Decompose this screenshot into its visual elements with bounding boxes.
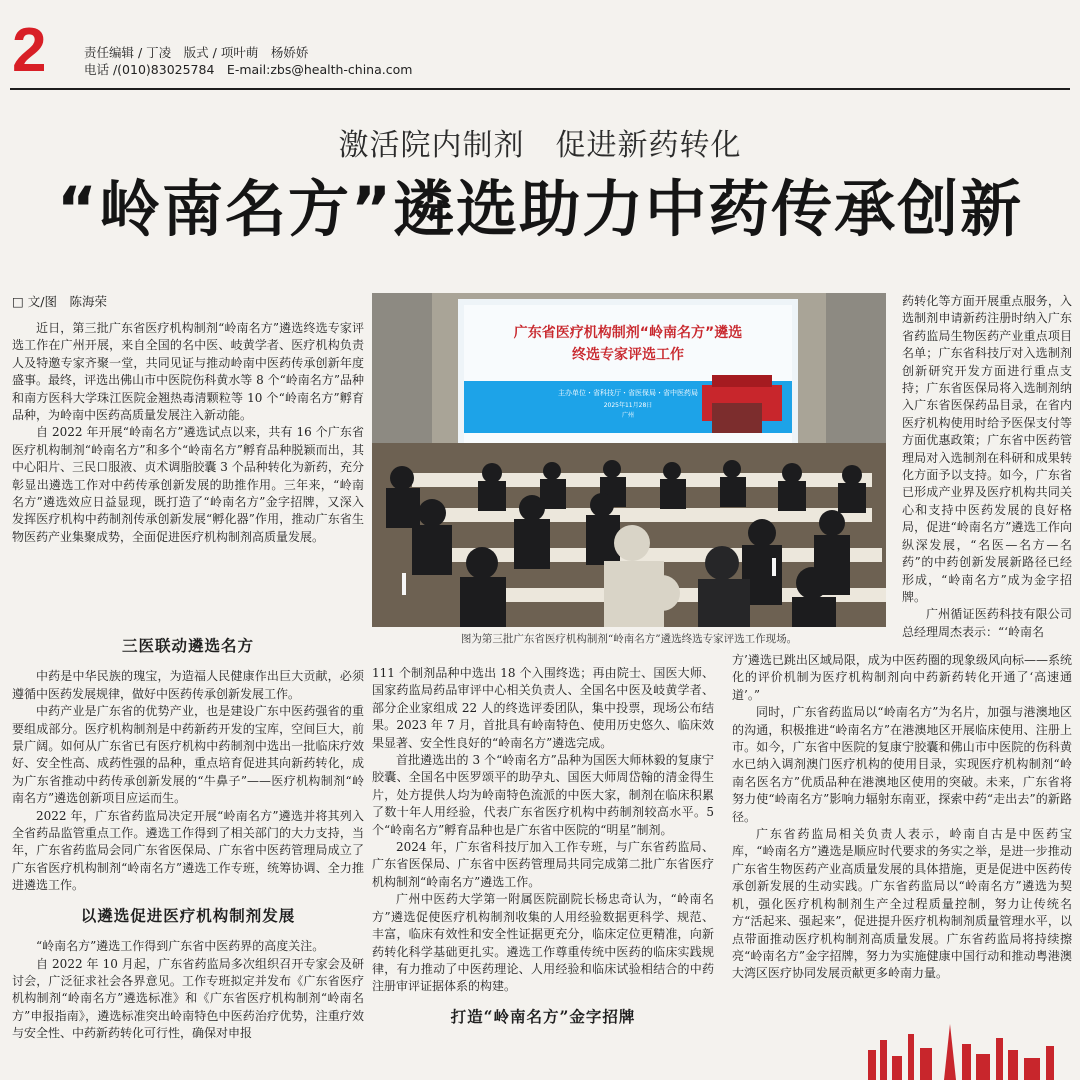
page-meta — [84, 44, 412, 78]
column-1-top — [12, 320, 364, 546]
paragraph: “岭南名方”遴选工作得到广东省中医药界的高度关注。 — [36, 939, 325, 954]
screen-place-line: 广州 — [621, 412, 635, 419]
paragraph: 广东省药监局相关负责人表示，岭南自古是中医药宝库，“岭南名方”遴选是顺应时代要求的务实之举，是进一步推动广东省生物医药产业高质量发展的具体措施，更是促进中医药传承创新发展的生动实践。广东省药监局以“岭南名方”遴选为契机，强化医疗机构制剂生产全过程质量控制，努力让传统名方“活起来、强起来”，促进提升医疗机构制剂质量管理水平，以点带面推动医疗机构制剂高质量发展。广东省药监局将持续擦亮“岭南名方”金字招牌，努力为实施健康中国行动和推动粤港澳大湾区医疗协同发展贡献更多岭南力量。 — [732, 827, 1072, 981]
paragraph: 自 2022 年开展“岭南名方”遴选试点以来，共有 16 个广东省医疗机构制剂“岭南名方”和多个“岭南名方”孵育品种脱颖而出，其中心阳片、三民口服液、贞术调脂胶囊 3 个品种转化为新药，充分彰显出遴选工作对中药传承创新发展的助推作用。三年来，“岭南名方”遴选效应日益显现，既打造了“岭南名方”金字招牌，又深入发挥医疗机构中药制剂传承创新发展“孵化器”作用，推动广东省生物医药产业集聚成势，全面促进医疗机构制剂高质量发展。 — [12, 425, 364, 544]
contact-line: 电话 /(010)83025784 E-mail:zbs@health-china.com — [84, 62, 413, 77]
paragraph: 自 2022 年 10 月起，广东省药监局多次组织召开专家会及研讨会，广泛征求社会各界意见。工作专班拟定并发布《广东省医疗机构制剂“岭南名方”遴选标准》和《广东省医疗机构制剂“岭南名方”申报指南》，遴选标准突出岭南特色中医药治疗优势，注重疗效与安全性、中药新药转化可行性，确保对申报 — [12, 956, 364, 1041]
paragraph: 近日，第三批广东省医疗机构制剂“岭南名方”遴选终选专家评选工作在广州开展，来自全国的名中医、岐黄学者、医疗机构负责人及特邀专家齐聚一堂，共同见证与推动岭南中医药传承创新年度盛事。最终，评选出佛山市中医院伤科黄水等 8 个“岭南名方”品种和南方医科大学珠江医院金翘热毒清颗粒等 10 个“岭南名方”孵育品种，为岭南中医药高质量发展注入新动能。 — [12, 321, 364, 423]
section-heading: 三医联动遴选名方 — [121, 636, 254, 655]
conference-photo — [372, 293, 886, 627]
header-rule — [10, 88, 1070, 90]
paragraph: 2024 年，广东省科技厅加入工作专班，与广东省药监局、广东省医保局、广东省中医药管理局共同完成第二批广东省医疗机构制剂“岭南名方”遴选工作。 — [372, 840, 714, 889]
editors-line: 责任编辑 / 丁凌 版式 / 项叶萌 杨娇娇 — [84, 45, 309, 60]
paragraph: 111 个制剂品种中选出 18 个入围终选；再由院士、国医大师、国家药监局药品审评中心相关负责人、全国名中医及岐黄学者、部分企业家组成 22 人的终选评委团队，集中投票，现场公布结果。2023 年 7 月，首批具有岭南特色、使用历史悠久、临床效果显著、安全性良好的“岭南名方”遴选完成。 — [372, 666, 714, 750]
screen-date-line: 2025年11月28日 — [603, 402, 653, 409]
column-3-top — [902, 293, 1072, 641]
column-1-bottom — [12, 625, 364, 1043]
article-kicker: 激活院内制剂 促进新药转化 — [338, 128, 742, 163]
section-heading: 以遴选促进医疗机构制剂发展 — [80, 905, 296, 925]
article-headline: “岭南名方”遴选助力中药传承创新 — [56, 174, 1024, 245]
paragraph: 中药是中华民族的瑰宝，为造福人民健康作出巨大贡献，必须遵循中医药发展规律，做好中医药传承创新发展工作。 — [12, 669, 364, 701]
screen-organizer-line: 主办单位・省科技厅・省医保局・省中医药局 — [558, 389, 698, 397]
page-number: 2 — [12, 16, 47, 85]
photo-caption: 图为第三批广东省医疗机构制剂“岭南名方”遴选终选专家评选工作现场。 — [460, 633, 798, 645]
column-3-bottom — [732, 652, 1072, 983]
paragraph: 首批遴选出的 3 个“岭南名方”品种为国医大师林毅的复康宁胶囊、全国名中医罗颂平的助孕丸、国医大师周岱翰的清金得生片，处方提供人均为岭南特色流派的中医大家，制剂在临床积累了数十年人用经验，代表广东省医疗机构中药制剂较高水平。5 个“岭南名方”孵育品种也是广东省中医院的“明星”制剂。 — [372, 753, 714, 837]
section-heading: 打造“岭南名方”金字招牌 — [450, 1006, 636, 1026]
paragraph: 中药产业是广东省的优势产业，也是建设广东中医药强省的重要组成部分。医疗机构制剂是中药新药开发的宝库，空间巨大，前景广阔。如何从广东省已有医疗机构中药制剂中选出一批临床疗效好、安全性高、成药性强的品种，重点培育促进其向新药转化，成为广东省推动中药传承创新发展的“牛鼻子”——医疗机构制剂“岭南名方”遴选创新项目应运而生。 — [12, 704, 364, 806]
screen-title-1: 广东省医疗机构制剂“岭南名方”遴选 — [513, 325, 743, 341]
paragraph: 同时，广东省药监局以“岭南名方”为名片，加强与港澳地区的沟通，积极推进“岭南名方”在港澳地区开展临床使用、注册上市。如今，广东省中医院的复康宁胶囊和佛山市中医院的伤科黄水已纳入调剂澳门医疗机构的使用目录，实现医疗机构制剂“岭南名医名方”优质品种在港澳地区使用的突破。未来，广东省将努力使“岭南名方”影响力辐射东南亚，探索中药“走出去”的新路径。 — [732, 705, 1072, 824]
column-2 — [372, 665, 714, 1039]
conference-photo-drawing — [372, 293, 886, 627]
screen-title-2: 终选专家评选工作 — [572, 347, 684, 363]
paragraph: 药转化等方面开展重点服务，入选制剂申请新药注册时纳入广东省药监局生物医药产业重点项目名单；广东省科技厅对入选制剂创新研究开发方面进行重点支持；广东省医保局将入选制剂纳入广东省医保药品目录，在省内医疗机构使用时给予医保支付等方面优惠政策；广东省中医药管理局对入选制剂在科研和成果转化方面予以支持。如今，广东省已形成产业界及医疗机构共同关心和支持中医药发展的良好格局，促进“岭南名方”遴选工作向纵深发展，“名医—名方—名药”的中药创新发展新路径已经形成，“岭南名方”成为金字招牌。 — [902, 294, 1072, 604]
paragraph: 方’遴选已跳出区域局限，成为中医药圈的现象级风向标——系统化的评价机制为医疗机构制剂向中药新药转化开通了‘高速通道’。” — [732, 653, 1072, 702]
paragraph: 广州循证医药科技有限公司总经理周杰表示：“‘岭南名 — [902, 607, 1072, 639]
city-skyline-graphic — [858, 1020, 1080, 1080]
paragraph: 2022 年，广东省药监局决定开展“岭南名方”遴选并将其列入全省药品监管重点工作。遴选工作得到了相关部门的大力支持，当年，广东省药监局会同广东省医保局、广东省中医药管理局成立了广东省医疗机构制剂“岭南名方”遴选工作专班，统筹协调、全力推进遴选工作。 — [12, 808, 364, 893]
article-byline: □ 文/图 陈海荣 — [12, 294, 107, 309]
paragraph: 广州中医药大学第一附属医院副院长杨忠奇认为，“岭南名方”遴选促使医疗机构制剂收集的人用经验数据更科学、规范、丰富，临床有效性和安全性证据更充分，临床定位更精准，向新药转化科学基础更扎实。遴选工作尊重传统中医药的临床实践规律，有力推动了中医药理论、人用经验和临床试验相结合的中药注册审评证据体系的构建。 — [372, 892, 714, 994]
